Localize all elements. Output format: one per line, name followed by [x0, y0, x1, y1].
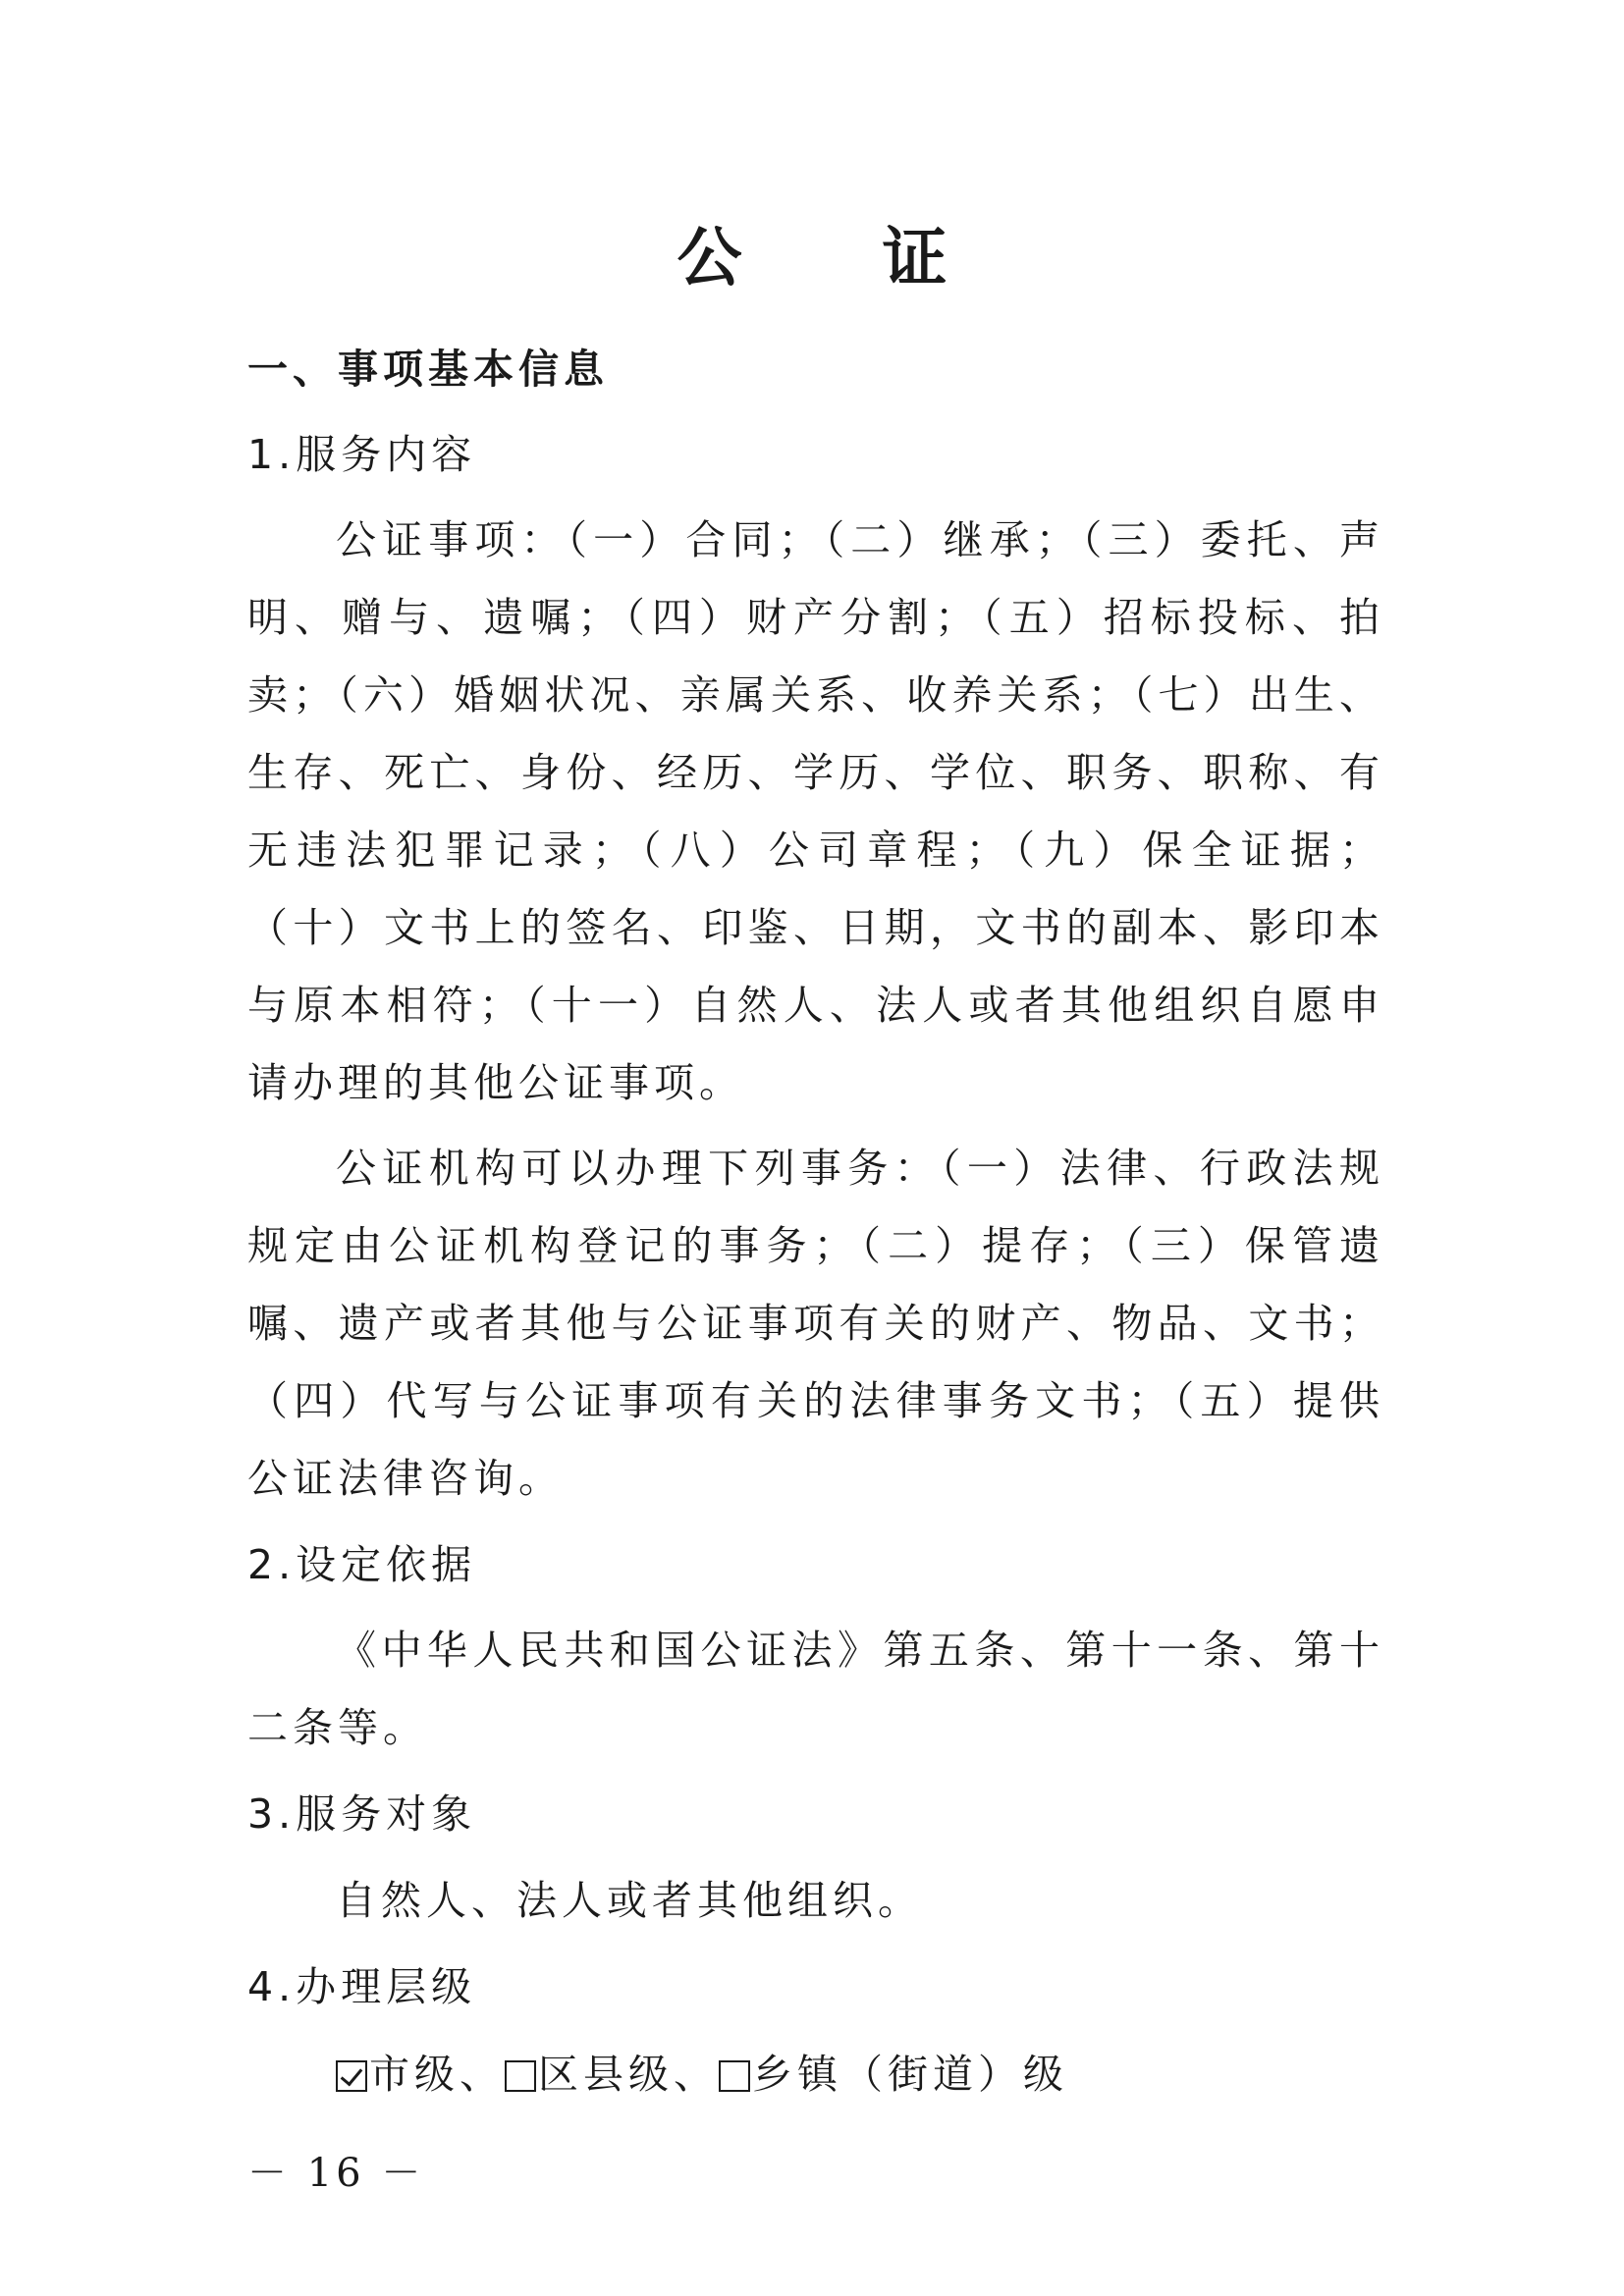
subheading-legal-basis: 2.设定依据: [247, 1541, 477, 1588]
section-heading-basic-info: 一、事项基本信息: [247, 346, 609, 393]
subheading-service-content: 1.服务内容: [247, 431, 477, 478]
document-title: 公 证: [677, 220, 1006, 295]
option-label: 市级: [369, 2051, 460, 2098]
checkbox-empty-icon: [505, 2060, 536, 2092]
option-label: 区县级: [538, 2051, 674, 2098]
document-body: [247, 328, 1384, 2118]
paragraph-legal-basis: 《中华人民共和国公证法》第五条、第十一条、第十二条等。: [247, 1627, 1384, 1751]
option-label: 乡镇（街道）级: [752, 2051, 1068, 2098]
paragraph-service-target: 自然人、法人或者其他组织。: [336, 1877, 923, 1924]
separator: 、: [460, 2051, 505, 2098]
page-number: － 16 －: [247, 2151, 425, 2196]
subheading-service-target: 3.服务对象: [247, 1790, 477, 1838]
paragraph-notary-affairs: 公证机构可以办理下列事务：（一）法律、行政法规规定由公证机构登记的事务；（二）提存；（三）保管遗嘱、遗产或者其他与公证事项有关的财产、物品、文书；（四）代写与公证事项有关的法律事务文书；（五）提供公证法律咨询。: [247, 1145, 1384, 1502]
option-township-level: [719, 2051, 1068, 2098]
paragraph-notary-matters: 公证事项：（一）合同；（二）继承；（三）委托、声明、赠与、遗嘱；（四）财产分割；（五）招标投标、拍卖；（六）婚姻状况、亲属关系、收养关系；（七）出生、生存、死亡、身份、经历、学历、学位、职务、职称、有无违法犯罪记录；（八）公司章程；（九）保全证据；（十）文书上的签名、印鉴、日期，文书的副本、影印本与原本相符；（十一）自然人、法人或者其他组织自愿申请办理的其他公证事项。: [247, 516, 1384, 1106]
checkbox-empty-icon: [719, 2060, 750, 2092]
option-district-level: [505, 2051, 674, 2098]
handling-level-options: [247, 2030, 1384, 2118]
option-city-level: [336, 2051, 460, 2098]
separator: 、: [674, 2051, 719, 2098]
subheading-handling-level: 4.办理层级: [247, 1963, 477, 2010]
checkbox-checked-icon: [336, 2060, 367, 2092]
